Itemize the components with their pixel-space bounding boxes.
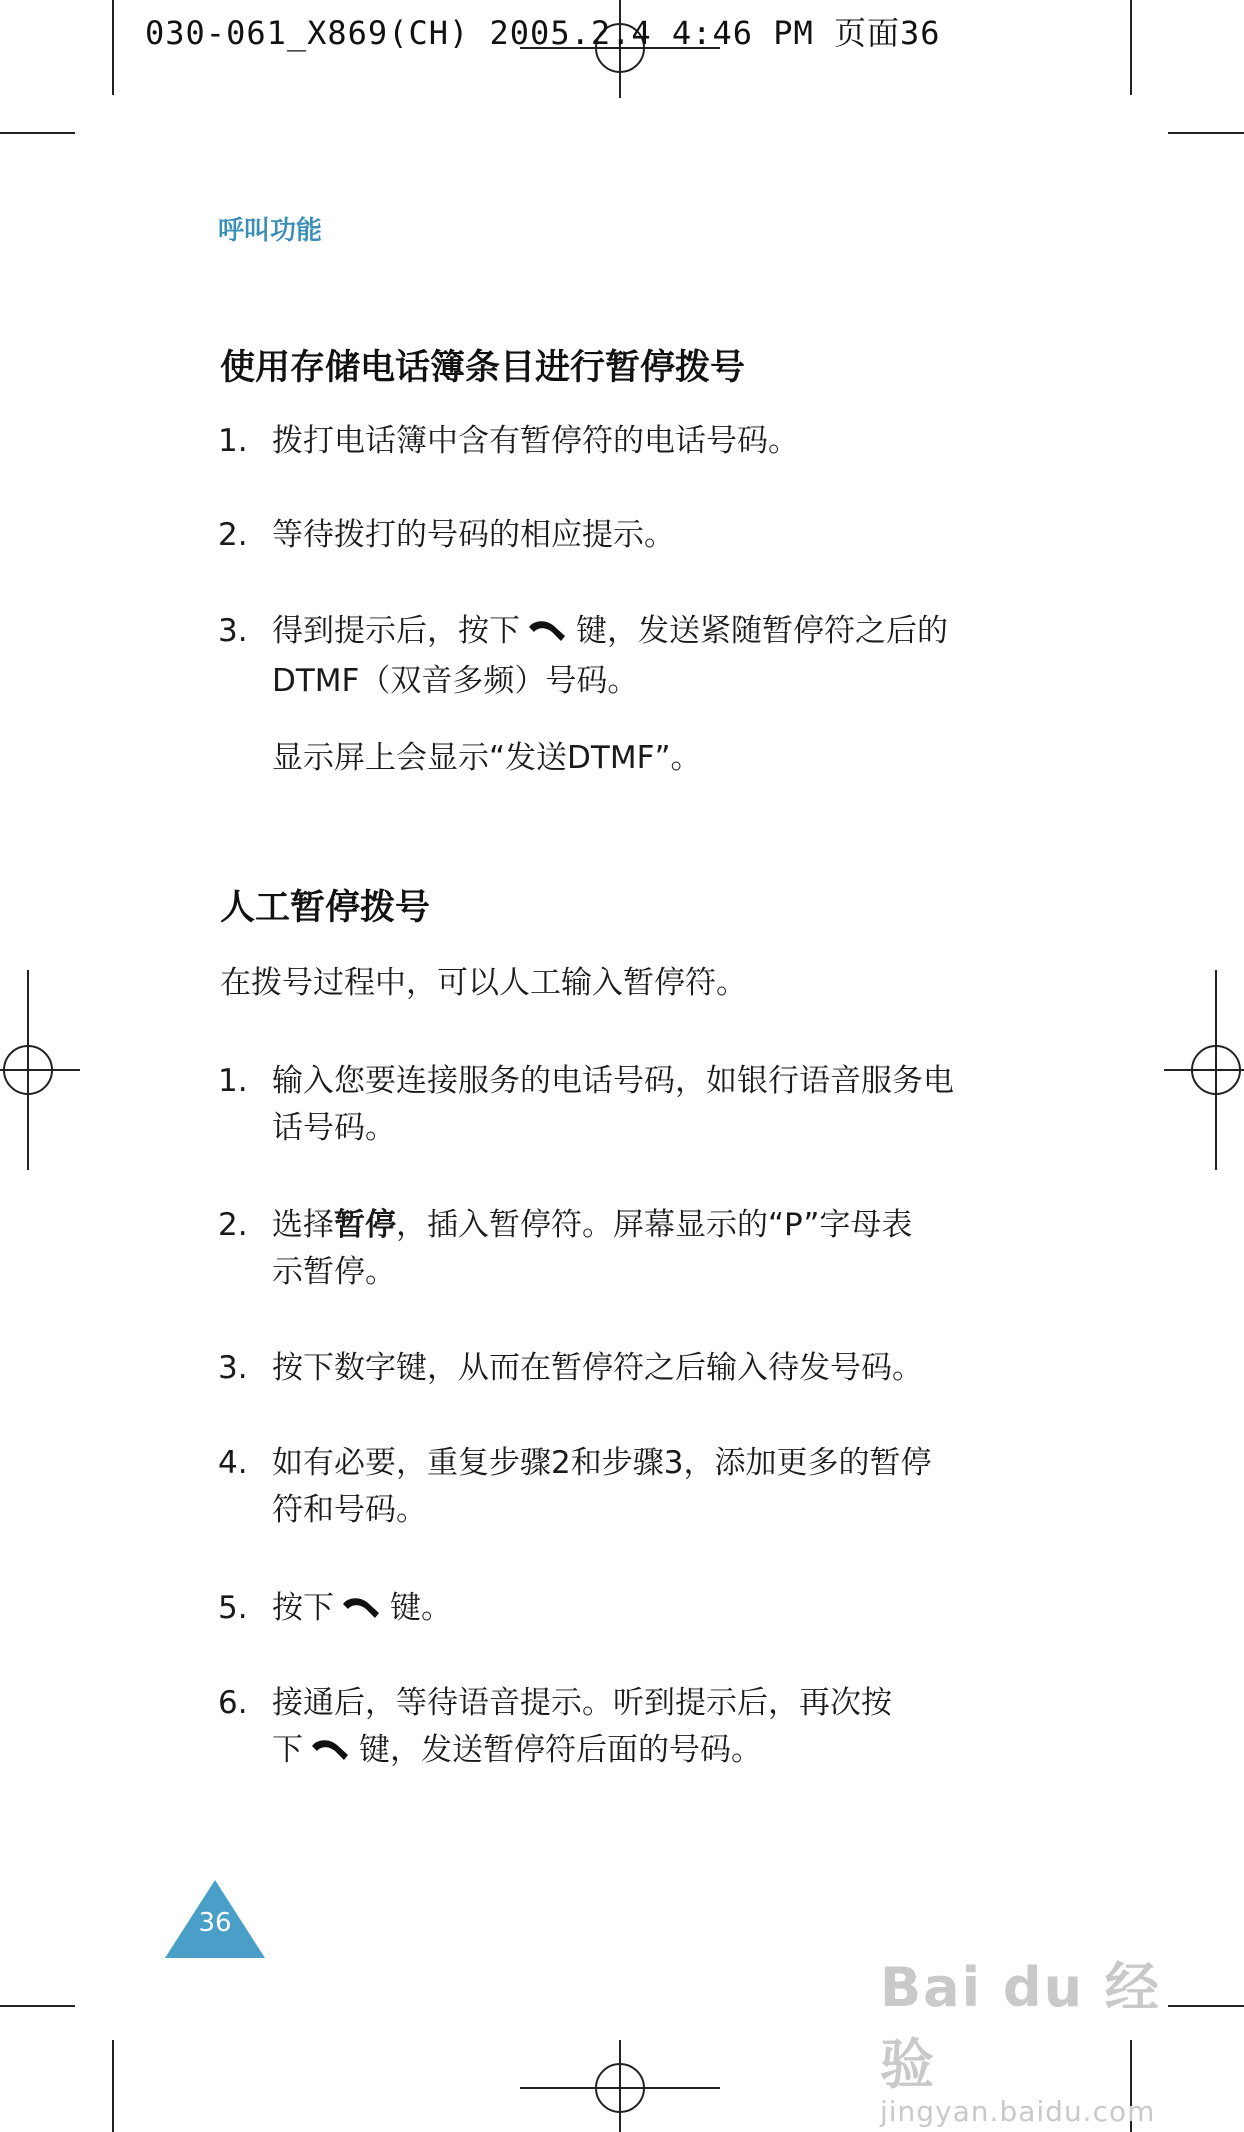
section1-note: 显示屏上会显示“发送DTMF”。: [272, 740, 702, 776]
step-text-pre: 选择: [272, 1207, 334, 1243]
step-number: 1.: [218, 1063, 248, 1099]
step-line2: 话号码。: [272, 1110, 396, 1146]
step-text: [272, 608, 1012, 705]
step-text-post: 键。: [390, 1590, 452, 1626]
section2-step-1: [0, 1058, 1244, 1158]
step-text-cont: DTMF（双音多频）号码。: [272, 663, 639, 699]
crop-mark: [1168, 132, 1244, 134]
step-text-pre: 下: [272, 1732, 303, 1768]
step-text: [272, 1585, 1012, 1635]
section1-title: 使用存储电话簿条目进行暂停拨号: [220, 348, 746, 388]
step-text-post: 键，发送紧随暂停符之后的: [576, 613, 948, 649]
step-number: 6.: [218, 1685, 248, 1721]
section2-intro: 在拨号过程中，可以人工输入暂停符。: [220, 965, 747, 1001]
baidu-watermark: [880, 1945, 1180, 2128]
call-key-icon: [340, 1588, 384, 1635]
step-text-post: 键，发送暂停符后面的号码。: [359, 1732, 762, 1768]
step-text: [272, 1440, 1012, 1534]
section-label: 呼叫功能: [218, 216, 323, 246]
section2-step-2: [0, 1202, 1244, 1302]
crop-mark: [112, 0, 114, 95]
call-key-icon: [309, 1730, 353, 1777]
step-text: 拨打电话簿中含有暂停符的电话号码。: [272, 423, 799, 459]
section2-step-3: [0, 1345, 1244, 1395]
step-text-pre: 得到提示后，按下: [272, 613, 520, 649]
call-key-icon: [526, 611, 570, 658]
step-number: 3.: [218, 1350, 248, 1386]
print-info-header: 030-061_X869(CH) 2005.2.4 4:46 PM 页面36: [145, 14, 941, 52]
watermark-main: Bai du 经验: [880, 1956, 1161, 2096]
step-number: 4.: [218, 1445, 248, 1481]
step-text: [272, 1202, 1012, 1296]
section1-step-1: [0, 418, 1244, 468]
step-text: 按下数字键，从而在暂停符之后输入待发号码。: [272, 1350, 923, 1386]
section1-step-2: [0, 512, 1244, 562]
step-number: 1.: [218, 423, 248, 459]
section1-step-3: [0, 608, 1244, 708]
softkey-label-pause: 暂停: [334, 1207, 396, 1243]
step-text-post: ，插入暂停符。屏幕显示的“P”字母表: [396, 1207, 913, 1243]
step-text: [272, 1680, 1012, 1777]
step-line2: 符和号码。: [272, 1492, 427, 1528]
step-number: 5.: [218, 1590, 248, 1626]
step-line1: 如有必要，重复步骤2和步骤3，添加更多的暂停: [272, 1445, 932, 1481]
section2-step-6: [0, 1680, 1244, 1780]
step-text: 等待拨打的号码的相应提示。: [272, 517, 675, 553]
section2-step-5: [0, 1585, 1244, 1635]
page-number: 36: [198, 1908, 232, 1938]
crop-mark: [0, 132, 75, 134]
step-line1: 接通后，等待语音提示。听到提示后，再次按: [272, 1685, 892, 1721]
step-number: 2.: [218, 517, 248, 553]
crop-mark: [1130, 0, 1132, 95]
crop-mark: [112, 2040, 114, 2132]
section2-title: 人工暂停拨号: [220, 888, 431, 928]
step-line1: 输入您要连接服务的电话号码，如银行语音服务电: [272, 1063, 954, 1099]
step-number: 3.: [218, 613, 248, 649]
registration-mark-bottom: [520, 2040, 720, 2132]
step-text: [272, 1058, 1012, 1152]
step-text-pre: 按下: [272, 1590, 334, 1626]
step-line2: 示暂停。: [272, 1254, 396, 1290]
section2-step-4: [0, 1440, 1244, 1540]
watermark-url: jingyan.baidu.com: [880, 2095, 1156, 2128]
step-number: 2.: [218, 1207, 248, 1243]
crop-mark: [0, 2005, 75, 2007]
